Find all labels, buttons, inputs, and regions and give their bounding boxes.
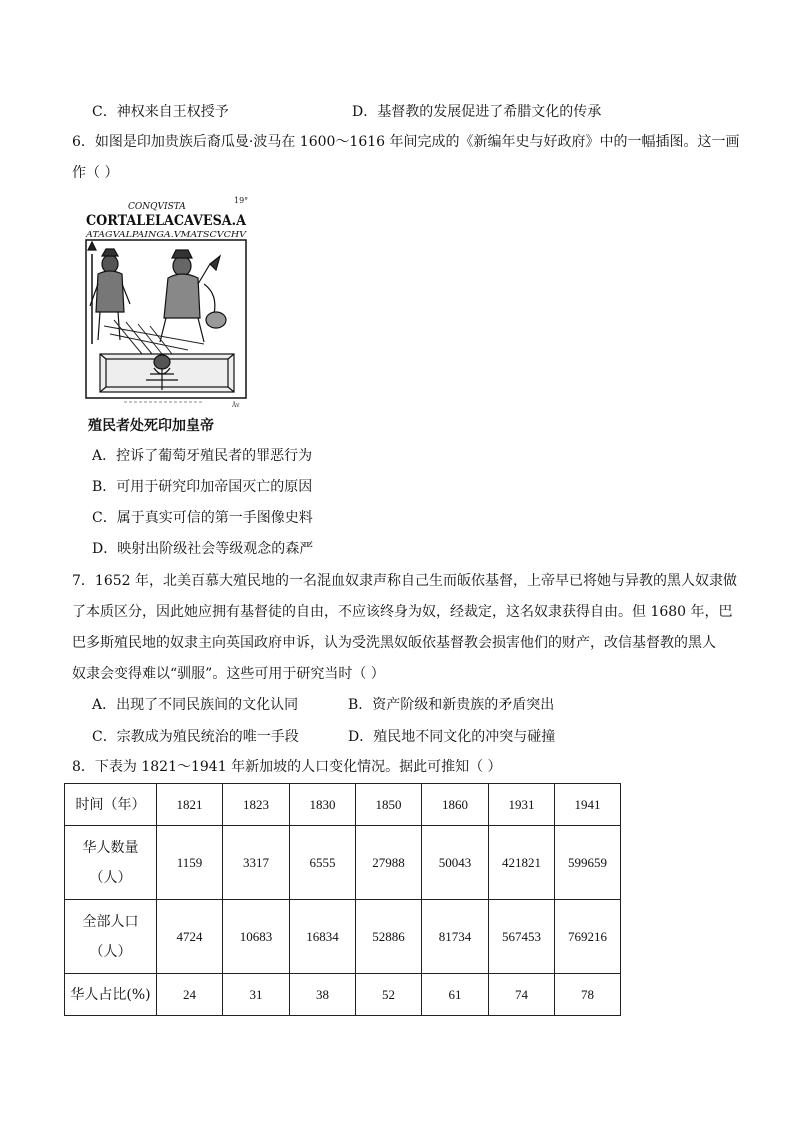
q5-option-c: C．神权来自王权授予 [92, 104, 229, 120]
table-row-chinese-population [65, 826, 621, 900]
table-year-cell: 1821 [157, 784, 223, 826]
q6-illustration-caption: 殖民者处死印加皇帝 [88, 418, 214, 434]
table-year-cell: 1830 [290, 784, 356, 826]
q6-option-a: A．控诉了葡萄牙殖民者的罪恶行为 [92, 448, 313, 464]
row-label-line2: （人） [89, 869, 132, 886]
table-cell: 421821 [489, 826, 555, 900]
table-cell: 81734 [422, 900, 489, 974]
table-cell: 6555 [290, 826, 356, 900]
table-row-label [65, 826, 157, 900]
table-cell: 27988 [356, 826, 422, 900]
q6-option-b: B．可用于研究印加帝国灭亡的原因 [92, 479, 313, 495]
row-label-line1: 全部人口 [82, 913, 139, 930]
table-cell: 599659 [555, 826, 621, 900]
q6-stem-line1: 6．如图是印加贵族后裔瓜曼·波马在 1600～1616 年间完成的《新编年史与好政府》中的一幅插图。这一画 [72, 134, 740, 150]
table-cell: 24 [157, 974, 223, 1016]
q6-option-c: C．属于真实可信的第一手图像史料 [92, 510, 313, 526]
q6-option-d: D．映射出阶级社会等级观念的森严 [92, 541, 314, 557]
table-year-cell: 1931 [489, 784, 555, 826]
table-year-cell: 1860 [422, 784, 489, 826]
table-year-cell: 1850 [356, 784, 422, 826]
svg-text:19°: 19° [234, 196, 249, 205]
table-cell: 61 [422, 974, 489, 1016]
table-cell: 74 [489, 974, 555, 1016]
table-cell: 4724 [157, 900, 223, 974]
row-label-line2: （人） [89, 943, 132, 960]
table-cell: 52886 [356, 900, 422, 974]
q6-stem-line2: 作（ ） [72, 165, 119, 181]
table-cell: 16834 [290, 900, 356, 974]
table-row-total-population [65, 900, 621, 974]
table-row-label [65, 900, 157, 974]
table-cell: 769216 [555, 900, 621, 974]
table-row-label: 华人占比(%) [65, 974, 157, 1016]
table-row-chinese-share [65, 974, 621, 1016]
table-cell: 567453 [489, 900, 555, 974]
q7-stem-line3: 巴多斯殖民地的奴隶主向英国政府申诉，认为受洗黑奴皈依基督教会损害他们的财产，改信基督教的黑人 [72, 635, 716, 651]
q7-stem-line4: 奴隶会变得难以“驯服”。这些可用于研究当时（ ） [72, 666, 385, 682]
table-cell: 38 [290, 974, 356, 1016]
q7-option-b: B．资产阶级和新贵族的矛盾突出 [348, 697, 555, 713]
q5-option-d: D．基督教的发展促进了希腊文化的传承 [352, 104, 602, 120]
table-cell: 1159 [157, 826, 223, 900]
illus-heading-1: CONQVISTA [128, 202, 186, 212]
table-cell: 52 [356, 974, 422, 1016]
illus-heading-2: CORTALELACAVESA.A [86, 213, 247, 229]
q7-option-d: D．殖民地不同文化的冲突与碰撞 [348, 729, 556, 745]
q7-stem-line1: 7．1652 年，北美百慕大殖民地的一名混血奴隶声称自己生而皈依基督，上帝早已将她与异教的黑人奴隶做 [72, 573, 737, 589]
table-year-cell: 1941 [555, 784, 621, 826]
singapore-population-table [64, 783, 621, 1016]
table-cell: 50043 [422, 826, 489, 900]
table-row-years [65, 784, 621, 826]
table-cell: 78 [555, 974, 621, 1016]
q8-stem: 8．下表为 1821～1941 年新加坡的人口变化情况。据此可推知（ ） [72, 759, 502, 775]
q6-illustration [84, 194, 250, 410]
q7-stem-line2: 了本质区分，因此她应拥有基督徒的自由，不应该终身为奴，经裁定，这名奴隶获得自由。但 1680 年，巴 [72, 604, 733, 620]
q7-option-c: C．宗教成为殖民统治的唯一手段 [92, 729, 299, 745]
svg-text:Ãv: Ãv [232, 402, 240, 409]
table-header-label: 时间（年） [65, 784, 157, 826]
table-cell: 31 [223, 974, 290, 1016]
illus-heading-3: ATAGVALPAINGA.VMATSCVCHV [84, 230, 248, 239]
q7-option-a: A．出现了不同民族间的文化认同 [92, 697, 299, 713]
table-cell: 10683 [223, 900, 290, 974]
table-year-cell: 1823 [223, 784, 290, 826]
table-cell: 3317 [223, 826, 290, 900]
row-label-line1: 华人数量 [82, 839, 139, 856]
